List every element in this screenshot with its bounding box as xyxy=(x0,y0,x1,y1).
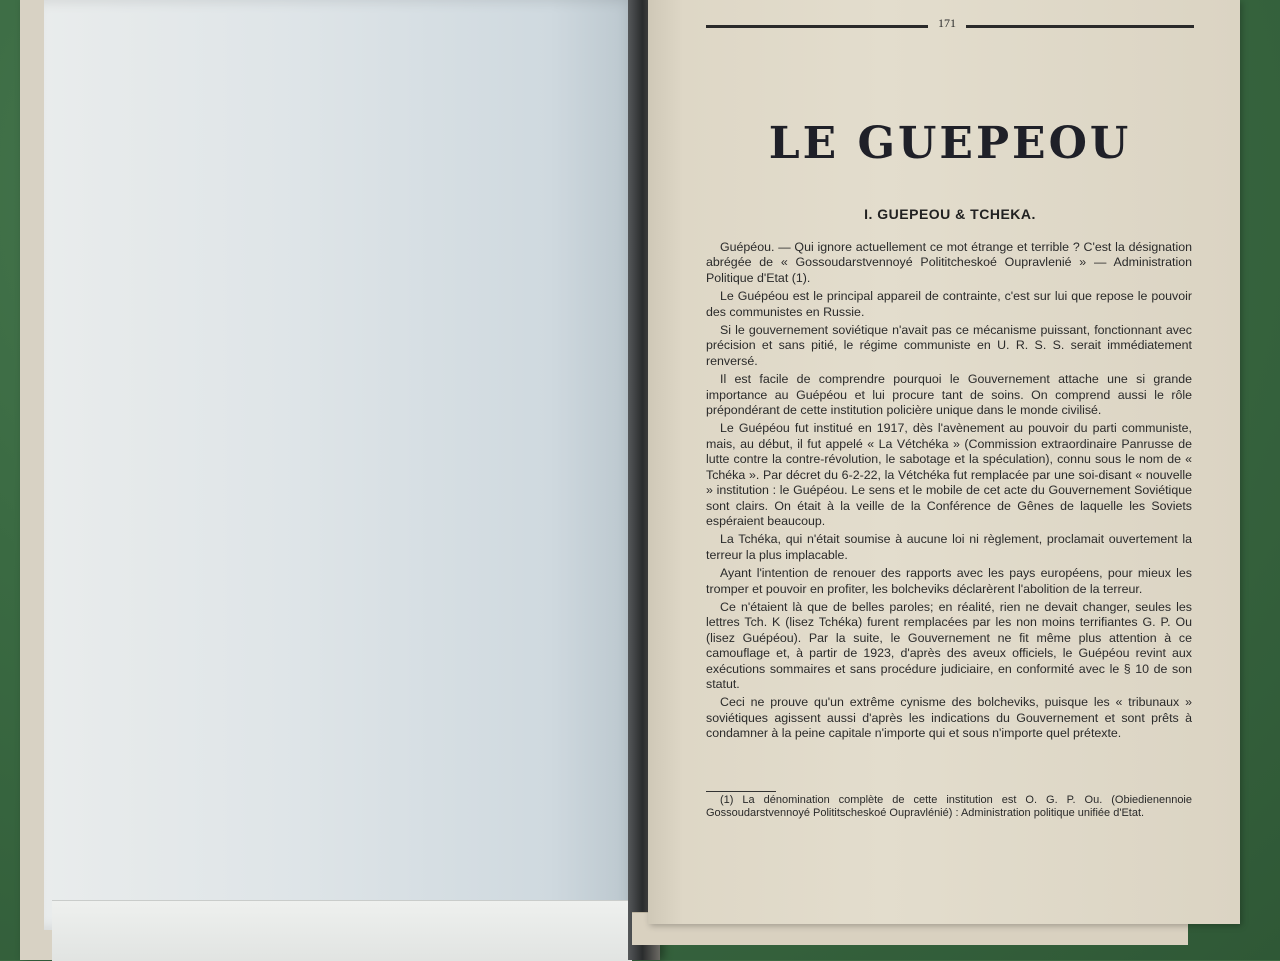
header-rule-right xyxy=(966,25,1194,28)
left-blank-page xyxy=(44,0,640,930)
paragraph: Si le gouvernement soviétique n'avait pas ce mécanisme puissant, fonctionnant avec précision et sans pitié, le régime communiste en U. R. S. S. serait immédiatement renversé. xyxy=(706,323,1192,368)
body-text xyxy=(706,240,1192,745)
paragraph: Ayant l'intention de renouer des rapports avec les pays européens, pour mieux les tromper et pouvoir en profiter, les bolcheviks déclarèrent l'abolition de la terreur. xyxy=(706,566,1192,596)
paragraph: Guépéou. — Qui ignore actuellement ce mot étrange et terrible ? C'est la désignation abrégée de « Gossoudarstvennoyé Polititcheskoé Oupravlenié » — Administration Politique d'Etat (1). xyxy=(706,240,1192,285)
left-page-edges xyxy=(52,900,632,961)
footnote-rule xyxy=(706,791,776,792)
paragraph: Ceci ne prouve qu'un extrême cynisme des bolcheviks, puisque les « tribunaux » soviétiques agissent aussi d'après les indications du Gouvernement et sont prêts à condamner à la peine capitale n'importe qui et sous n'importe quel prétexte. xyxy=(706,695,1192,741)
paragraph: Ce n'étaient là que de belles paroles; en réalité, rien ne devait changer, seules les lettres Tch. K (lisez Tchéka) furent remplacées par les non moins terrifiantes G. P. Ou (lisez Guépéou). Par la suite, le Gouvernement ne fit même plus attention à ce camouflage et, à partir de 1923, d'après des aveux officiels, le Guépéou revint aux exécutions sommaires et sans procédure judiciaire, en conformité avec le § 10 de son statut. xyxy=(706,599,1192,691)
header-rule-left xyxy=(706,25,928,28)
paragraph: Il est facile de comprendre pourquoi le Gouvernement attache une si grande importance au Guépéou et lui procure tant de soins. On comprend aussi le rôle prépondérant de cette institution policière unique dans le monde civilisé. xyxy=(706,372,1192,418)
chapter-title: LE GUEPEOU xyxy=(768,118,1132,169)
section-heading: I. GUEPEOU & TCHEKA. xyxy=(864,206,1036,222)
footnote: (1) La dénomination complète de cette institution est O. G. P. Ou. (Obiedienennoie Gossoudarstvennoyé Polititscheskoé Oupravlénié) : Administration politique unifiée d'Etat. xyxy=(706,794,1192,819)
paragraph: Le Guépéou est le principal appareil de contrainte, c'est sur lui que repose le pouvoir des communistes en Russie. xyxy=(706,289,1192,319)
paragraph: La Tchéka, qui n'était soumise à aucune loi ni règlement, proclamait ouvertement la terreur la plus implacable. xyxy=(706,532,1192,562)
paragraph: Le Guépéou fut institué en 1917, dès l'avènement au pouvoir du parti communiste, mais, au début, il fut appelé « La Vétchéka » (Commission extraordinaire Panrusse de lutte contre la contre-révolution, le sabotage et la spéculation), connu sous le nom de « Tchéka ». Par décret du 6-2-22, la Vétchéka fut remplacée par une soi-disant « nouvelle » institution : le Guépéou. Le sens et le mobile de cet acte du Gouvernement Soviétique sont clairs. On était à la veille de la Conférence de Gênes de laquelle les Soviets espéraient beaucoup. xyxy=(706,421,1192,528)
page-number: 171 xyxy=(938,16,956,30)
